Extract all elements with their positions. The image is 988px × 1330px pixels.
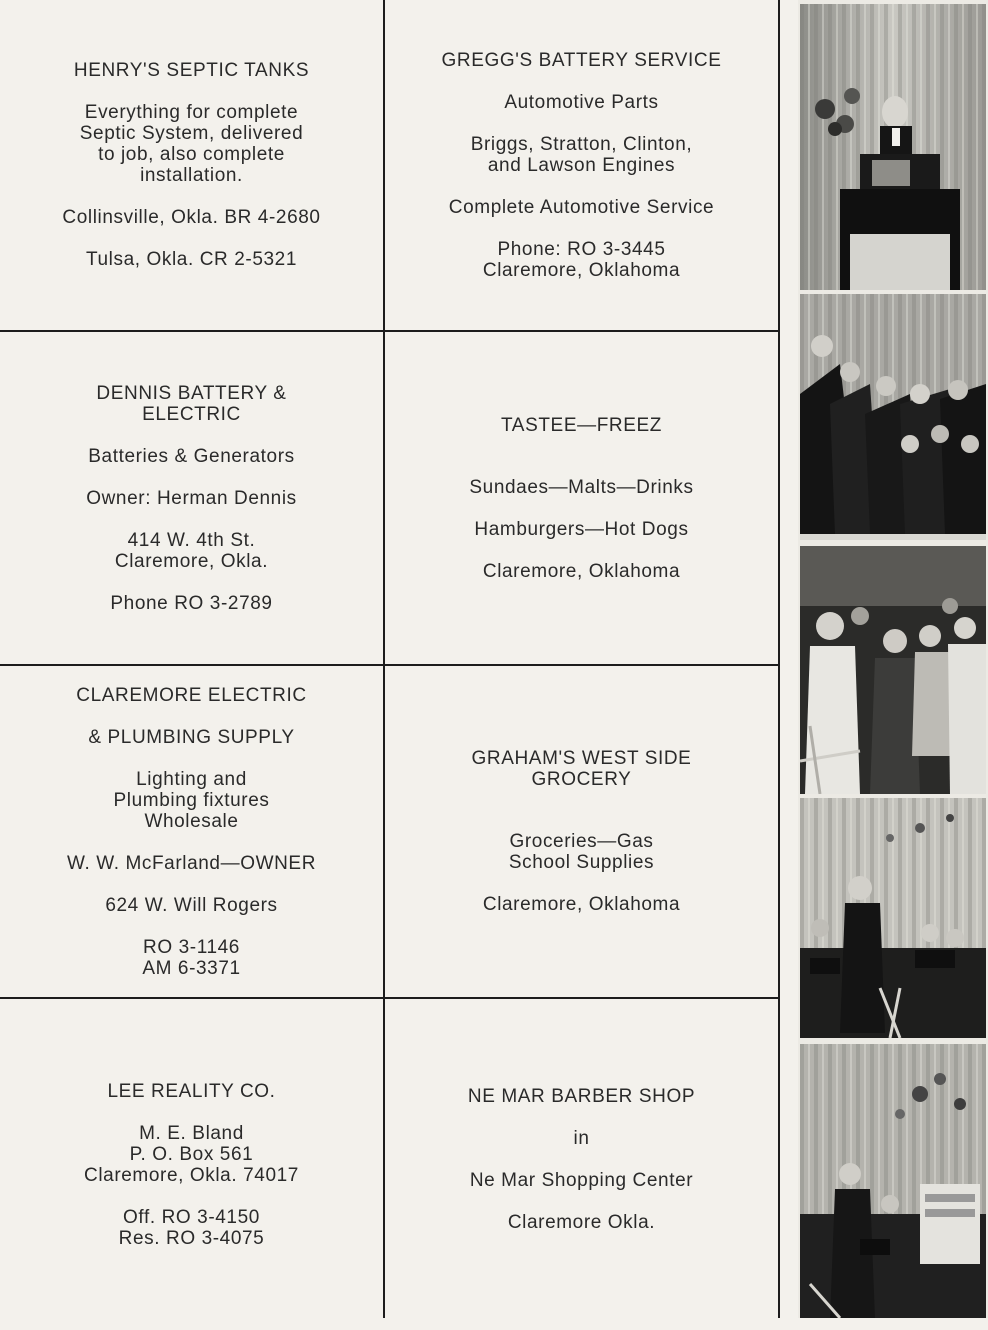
- ad-greggs-battery-service: [385, 30, 778, 300]
- ad-ne-mar-barber-shop: [385, 999, 778, 1320]
- ad-line: Collinsville, Okla. BR 4-2680: [62, 207, 321, 228]
- ad-line: Batteries & Generators: [88, 445, 295, 467]
- ad-line: Ne Mar Shopping Center: [469, 1170, 694, 1191]
- photo-band-with-balloons: [800, 1044, 986, 1318]
- ad-title: DENNIS BATTERY & ELECTRIC: [96, 382, 287, 425]
- ad-line: RO 3-1146 AM 6-3371: [142, 936, 241, 979]
- ad-line: Off. RO 3-4150 Res. RO 3-4075: [118, 1206, 265, 1249]
- ad-line: W. W. McFarland—OWNER: [66, 852, 317, 874]
- ad-line: Groceries—Gas School Supplies: [508, 831, 655, 873]
- ad-title: GRAHAM'S WEST SIDE GROCERY: [471, 748, 692, 790]
- ad-grahams-west-side-grocery: [385, 666, 778, 997]
- column-divider-right: [778, 0, 780, 1318]
- ad-title: GREGG'S BATTERY SERVICE: [441, 49, 722, 71]
- ad-line: Claremore, Oklahoma: [482, 560, 681, 582]
- ad-line: Sundaes—Malts—Drinks: [469, 476, 694, 498]
- ad-line: Claremore, Oklahoma: [482, 894, 681, 915]
- ad-title: HENRY'S SEPTIC TANKS: [73, 60, 310, 81]
- ad-line: Automotive Parts: [504, 91, 659, 113]
- photo-speaker-at-podium: [800, 4, 986, 290]
- photo-robed-choir: [800, 294, 986, 540]
- ad-dennis-battery-electric: [0, 332, 383, 664]
- ad-line: Hamburgers—Hot Dogs: [474, 518, 689, 540]
- ad-line: M. E. Bland P. O. Box 561 Claremore, Okla. 74017: [84, 1122, 299, 1186]
- ad-line: Lighting and Plumbing fixtures Wholesale: [113, 768, 270, 832]
- ad-line: 414 W. 4th St. Claremore, Okla.: [114, 529, 269, 572]
- ad-title: TASTEE—FREEZ: [501, 414, 662, 436]
- ad-title-2: & PLUMBING SUPPLY: [88, 726, 295, 748]
- ad-line: Owner: Herman Dennis: [86, 487, 297, 509]
- ad-title: LEE REALITY CO.: [107, 1080, 276, 1102]
- ad-tastee-freez: [385, 332, 778, 664]
- ad-line: in: [573, 1128, 590, 1149]
- ad-title: NE MAR BARBER SHOP: [467, 1086, 696, 1107]
- ad-line: Complete Automotive Service: [448, 196, 715, 218]
- ad-line: Phone: RO 3-3445 Claremore, Oklahoma: [482, 238, 681, 281]
- ad-line: Briggs, Stratton, Clinton, and Lawson Engines: [470, 133, 693, 176]
- ad-title: CLAREMORE ELECTRIC: [76, 684, 307, 706]
- ad-lee-reality-co: [0, 999, 383, 1330]
- ad-line: 624 W. Will Rogers: [105, 894, 278, 916]
- photo-seated-audience: [800, 546, 986, 794]
- ad-henrys-septic-tanks: [0, 40, 383, 290]
- ad-claremore-electric-plumbing: [0, 666, 383, 997]
- photo-strip: [798, 0, 988, 1318]
- photo-band-on-stage: [800, 798, 986, 1038]
- ad-line: Everything for complete Septic System, delivered to job, also complete installation.: [79, 102, 304, 186]
- ad-line: Phone RO 3-2789: [110, 592, 273, 614]
- ad-line: Claremore Okla.: [507, 1212, 656, 1233]
- ad-line: Tulsa, Okla. CR 2-5321: [85, 249, 298, 270]
